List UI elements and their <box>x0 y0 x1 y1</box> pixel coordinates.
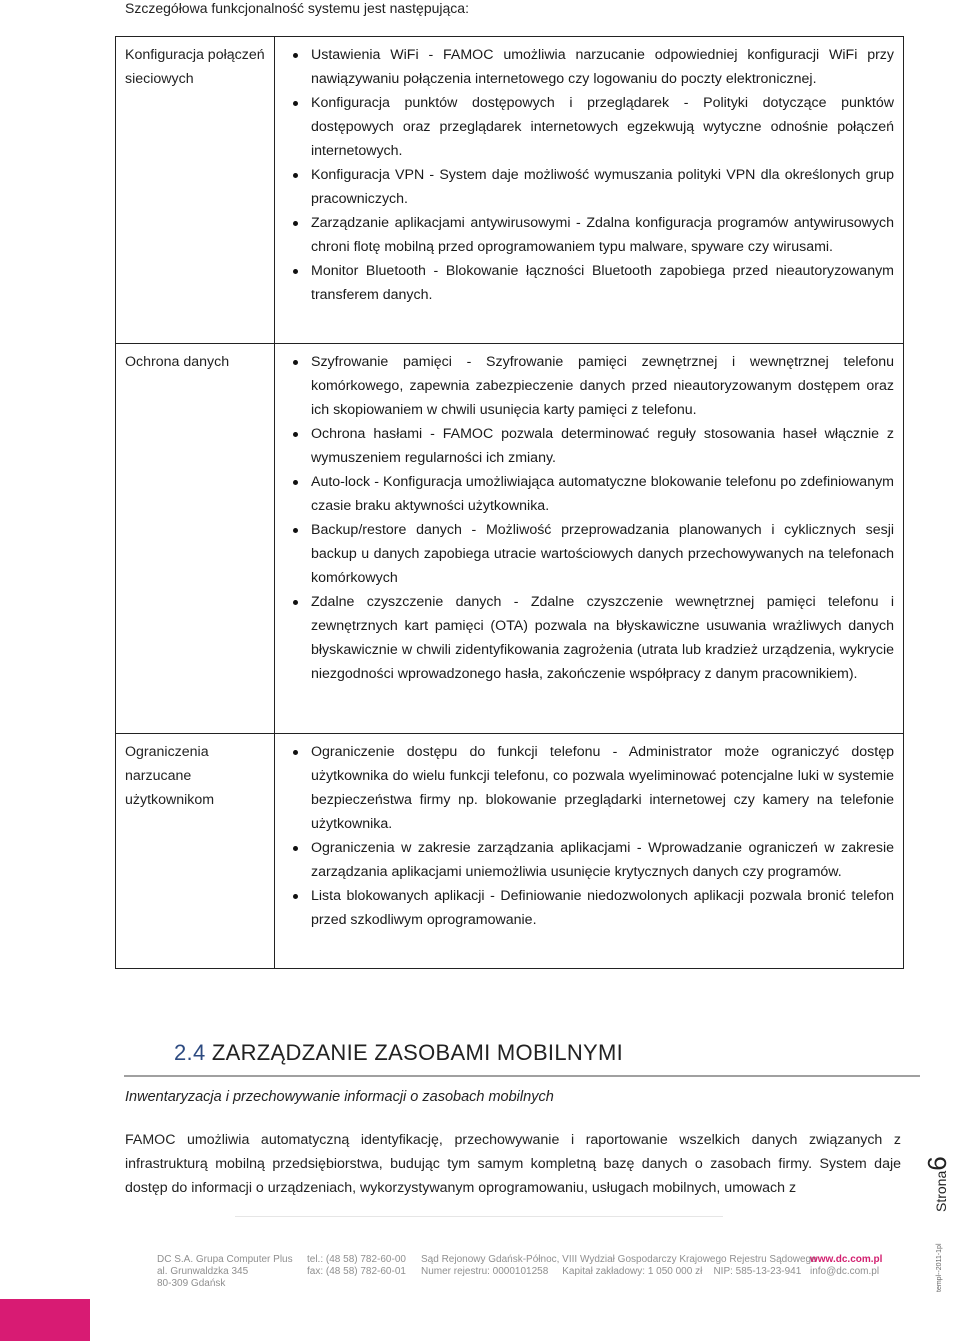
list-item: Ograniczenia w zakresie zarządzania aplikacjami - Wprowadzanie ograniczeń w zakresie zarządzania aplikacjami uniemożliwia usunięcie krytycznych danych czy programów. <box>281 836 894 884</box>
feature-list <box>281 43 894 307</box>
template-code: templ--2011-1pl <box>936 1243 943 1292</box>
page-number: 6 <box>922 1156 952 1171</box>
footer-registry: Sąd Rejonowy Gdańsk-Północ, VIII Wydział Gospodarczy Krajowego Rejestru Sądowego Numer rejestru: 0000101258 Kapitał zakładowy: 1 050 000 zł NIP: 585-13-23-941 <box>421 1254 817 1277</box>
body-paragraph: FAMOC umożliwia automatyczną identyfikację, przechowywanie i raportowanie wszelkich danych związanych z infrastrukturą mobilną przedsiębiorstwa, budując tym samym kompletną bazę danych o zasobach firmy. System daje dostęp do informacji o urządzeniach, wykorzystywanym oprogramowaniu, usługach mobilnych, umowach z <box>125 1132 901 1196</box>
brand-corner-block <box>0 1299 90 1341</box>
bullet-icon <box>293 360 298 365</box>
list-item: Ochrona hasłami - FAMOC pozwala determinować reguły stosowania haseł włącznie z wymuszeniem regularności ich zmiany. <box>281 422 894 470</box>
list-item: Konfiguracja punktów dostępowych i przeglądarek - Polityki dotyczące punktów dostępowych oraz przeglądarek internetowych egzekwują wytyczne odnośnie połączeń internetowych. <box>281 91 894 163</box>
list-item: Monitor Bluetooth - Blokowanie łączności Bluetooth zapobiega przed nieautoryzowanym transferem danych. <box>281 259 894 307</box>
footer-divider <box>235 1216 723 1217</box>
table-row <box>116 344 904 734</box>
list-item: Lista blokowanych aplikacji - Definiowanie niedozwolonych aplikacji pozwala bronić telefon przed szkodliwym oprogramowanie. <box>281 884 894 932</box>
bullet-icon <box>293 432 298 437</box>
section-divider <box>124 1075 920 1077</box>
bullet-icon <box>293 269 298 274</box>
website-link[interactable]: www.dc.com.pl <box>810 1254 883 1265</box>
list-item: Backup/restore danych - Możliwość przeprowadzania planowanych i cyklicznych sesji backup u danych zapobiega utracie wartościowych danych przechowywanych na telefonach komórkowych <box>281 518 894 590</box>
feature-list <box>281 740 894 932</box>
feature-list <box>281 350 894 686</box>
description-cell <box>275 344 904 734</box>
table-row <box>116 734 904 969</box>
list-item: Zdalne czyszczenie danych - Zdalne czyszczenie wewnętrznej pamięci telefonu i zewnętrznych kart pamięci (OTA) pozwala na błyskawiczne usuwania wrażliwych danych błyskawicznie w chwili zidentyfikowania zagrożenia (utrata lub kradzież urządzenia, wykrycie niezgodności wprowadzonego hasła, zakończenie współpracy z danym pracownikiem). <box>281 590 894 686</box>
description-cell <box>275 37 904 344</box>
bullet-icon <box>293 528 298 533</box>
page-label: Strona <box>933 1170 949 1212</box>
list-item: Ograniczenie dostępu do funkcji telefonu - Administrator może ograniczyć dostęp użytkownika do wielu funkcji telefonu, co pozwala wyeliminować potencjalne luki w systemie bezpieczeństwa firmy np. blokowanie przeglądarki internetowej czy kamery na telefonie użytkownika. <box>281 740 894 836</box>
footer-phone: tel.: (48 58) 782-60-00 fax: (48 58) 782-60-01 <box>307 1254 406 1277</box>
bullet-icon <box>293 101 298 106</box>
list-item: Konfiguracja VPN - System daje możliwość wymuszania polityki VPN dla określonych grup pracowniczych. <box>281 163 894 211</box>
section-heading <box>174 1040 623 1066</box>
list-item: Ustawienia WiFi - FAMOC umożliwia narzucanie odpowiedniej konfiguracji WiFi przy nawiązywaniu połączenia internetowego czy logowaniu do poczty elektronicznej. <box>281 43 894 91</box>
category-cell: Ograniczenia narzucane użytkownikom <box>116 734 275 969</box>
table-row <box>116 37 904 344</box>
list-item: Auto-lock - Konfiguracja umożliwiająca automatyczne blokowanie telefonu po zdefiniowanym czasie braku aktywności użytkownika. <box>281 470 894 518</box>
bullet-icon <box>293 53 298 58</box>
bullet-icon <box>293 221 298 226</box>
section-number: 2.4 <box>174 1040 206 1065</box>
bullet-icon <box>293 894 298 899</box>
list-item: Szyfrowanie pamięci - Szyfrowanie pamięci zewnętrznej i wewnętrznej telefonu komórkowego, zapewnia zabezpieczenie danych przed nieautoryzowanym dostępem oraz ich skopiowaniem w chwili usunięcia karty pamięci z telefonu. <box>281 350 894 422</box>
section-title: ZARZĄDZANIE ZASOBAMI MOBILNYMI <box>211 1040 624 1065</box>
page-number-label <box>918 1140 960 1212</box>
list-item: Zarządzanie aplikacjami antywirusowymi - Zdalna konfiguracja programów antywirusowych chroni flotę mobilną przed oprogramowaniem typu malware, spyware czy wirusami. <box>281 211 894 259</box>
email-link[interactable]: info@dc.com.pl <box>810 1266 880 1277</box>
bullet-icon <box>293 173 298 178</box>
footer-company: DC S.A. Grupa Computer Plus al. Grunwaldzka 345 80-309 Gdańsk <box>157 1254 293 1289</box>
description-cell <box>275 734 904 969</box>
bullet-icon <box>293 600 298 605</box>
subheading: Inwentaryzacja i przechowywanie informacji o zasobach mobilnych <box>125 1089 554 1105</box>
footer-web <box>810 1254 882 1278</box>
intro-text: Szczegółowa funkcjonalność systemu jest następująca: <box>125 0 469 16</box>
bullet-icon <box>293 750 298 755</box>
bullet-icon <box>293 846 298 851</box>
feature-table <box>115 36 904 969</box>
category-cell: Konfiguracja połączeń sieciowych <box>116 37 275 344</box>
category-cell: Ochrona danych <box>116 344 275 734</box>
bullet-icon <box>293 480 298 485</box>
